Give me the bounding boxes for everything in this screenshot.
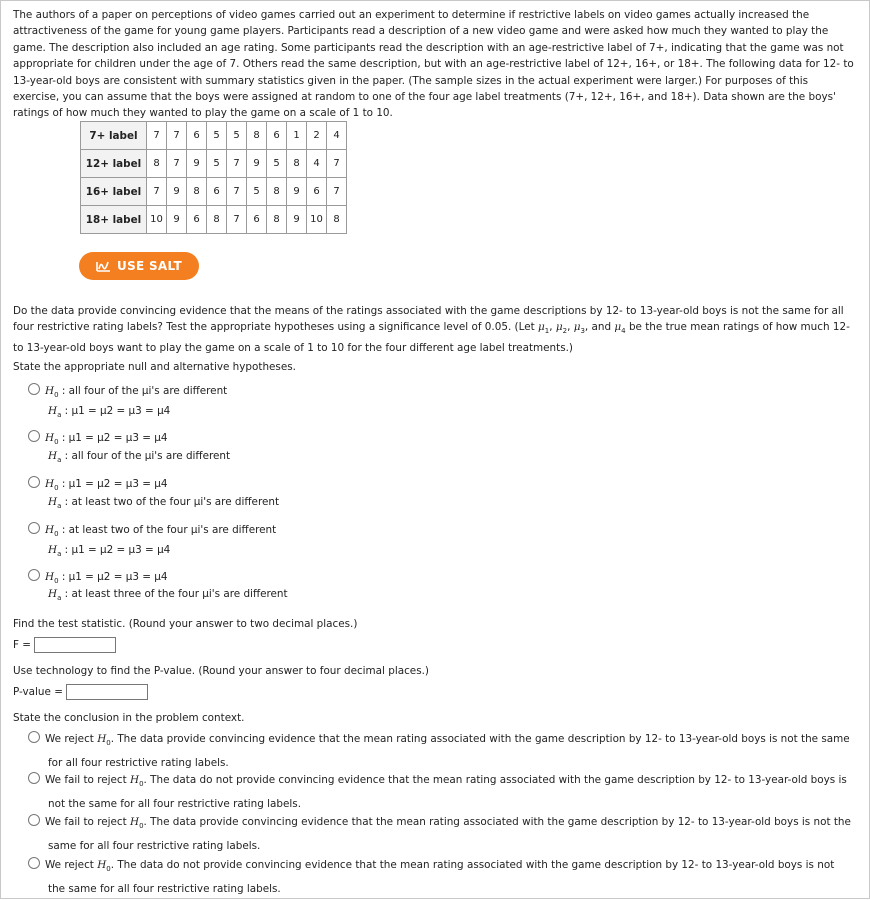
table-cell: 6 xyxy=(307,178,327,206)
table-cell: 2 xyxy=(307,122,327,150)
ratings-table xyxy=(80,121,347,234)
table-cell: 5 xyxy=(227,122,247,150)
table-cell: 9 xyxy=(247,150,267,178)
hypothesis-option-3[interactable]: $H_0$ : μ1 = μ2 = μ3 = μ4 xyxy=(28,476,167,492)
table-cell: 6 xyxy=(187,122,207,150)
hypothesis-option-3-ha: $H_a$ : at least two of the four μi's are different xyxy=(48,496,280,511)
table-row xyxy=(81,178,347,206)
table-row xyxy=(81,150,347,178)
table-cell: 9 xyxy=(167,206,187,234)
conclusion-option-4[interactable]: We reject $H_0$. The data do not provide convincing evidence that the mean rating associated with the game description by 12- to 13-year-old boys is not the same for all four restrictive rating labels. xyxy=(28,855,858,900)
row-label: 16+ label xyxy=(81,178,147,206)
hypothesis-option-4-ha: $H_a$ : μ1 = μ2 = μ3 = μ4 xyxy=(48,544,171,559)
table-cell: 4 xyxy=(307,150,327,178)
hypothesis-option-5-ha: $H_a$ : at least three of the four μi's are different xyxy=(48,588,288,603)
radio-button[interactable] xyxy=(28,772,40,784)
table-cell: 9 xyxy=(287,206,307,234)
table-cell: 9 xyxy=(187,150,207,178)
table-cell: 7 xyxy=(227,150,247,178)
radio-button[interactable] xyxy=(28,430,40,442)
conclusion-prompt: State the conclusion in the problem context. xyxy=(13,712,245,724)
table-cell: 5 xyxy=(207,150,227,178)
problem-intro: The authors of a paper on perceptions of video games carried out an experiment to determine if restrictive labels on video games actually increased the attractiveness of the game for young game players. Participants read a description of a new video game and were asked how much they wanted to play the game. The description also included an age rating. Some participants read the description with an age-restrictive label of 7+, indicating that the game was not appropriate for children under the age of 7. Others read the same description, but with an age-restrictive label of 12+, 16+, or 18+. The following data for 12- to 13-year-old boys are consistent with summary statistics given in the paper. (The sample sizes in the actual experiment were larger.) For purposes of this exercise, you can assume that the boys were assigned at random to one of the four age label treatments (7+, 12+, 16+, and 18+). Data shown are the boys' ratings of how much they wanted to play the game on a scale of 1 to 10. xyxy=(13,9,854,120)
row-label: 12+ label xyxy=(81,150,147,178)
hypotheses-prompt: State the appropriate null and alternative hypotheses. xyxy=(13,361,296,373)
table-cell: 4 xyxy=(327,122,347,150)
table-cell: 7 xyxy=(147,178,167,206)
table-cell: 7 xyxy=(227,178,247,206)
table-cell: 10 xyxy=(307,206,327,234)
radio-button[interactable] xyxy=(28,569,40,581)
conclusion-option-1[interactable]: We reject $H_0$. The data provide convincing evidence that the mean rating associated with the game description by 12- to 13-year-old boys is not the same for all four restrictive rating labels. xyxy=(28,729,858,774)
f-label: F = xyxy=(13,639,31,651)
table-cell: 1 xyxy=(287,122,307,150)
table-cell: 5 xyxy=(247,178,267,206)
table-cell: 8 xyxy=(147,150,167,178)
conclusion-option-2[interactable]: We fail to reject $H_0$. The data do not provide convincing evidence that the mean rating associated with the game description by 12- to 13-year-old boys is not the same for all four restrictive rating labels. xyxy=(28,770,858,815)
table-cell: 6 xyxy=(247,206,267,234)
table-cell: 10 xyxy=(147,206,167,234)
table-cell: 6 xyxy=(207,178,227,206)
table-cell: 7 xyxy=(227,206,247,234)
find-statistic-prompt: Find the test statistic. (Round your answer to two decimal places.) xyxy=(13,618,358,630)
radio-button[interactable] xyxy=(28,731,40,743)
table-cell: 7 xyxy=(327,150,347,178)
table-cell: 6 xyxy=(267,122,287,150)
table-cell: 8 xyxy=(207,206,227,234)
pvalue-row xyxy=(13,684,148,700)
hypothesis-option-2[interactable]: $H_0$ : μ1 = μ2 = μ3 = μ4 xyxy=(28,430,167,446)
pvalue-label: P-value = xyxy=(13,686,63,698)
pvalue-input[interactable] xyxy=(66,684,148,700)
table-cell: 8 xyxy=(327,206,347,234)
hypothesis-option-2-ha: $H_a$ : all four of the μi's are different xyxy=(48,450,231,465)
f-statistic-input[interactable] xyxy=(34,637,116,653)
table-cell: 8 xyxy=(267,206,287,234)
use-salt-label: USE SALT xyxy=(117,259,182,273)
table-cell: 6 xyxy=(187,206,207,234)
question-text: Do the data provide convincing evidence that the means of the ratings associated with the game descriptions by 12- to 13-year-old boys is not the same for all four restrictive rating labels? Test the appropriate hypotheses using a significance level of 0.05. (Let $\mu_1$, $\mu_2$, $\mu_3$, and $\mu_4$ be the true mean ratings of how much 12- to 13-year-old boys want to play the game on a scale of 1 to 10 for the four different age label treatments.) xyxy=(13,305,850,354)
table-cell: 7 xyxy=(167,122,187,150)
table-row xyxy=(81,122,347,150)
hypothesis-option-1-ha: $H_a$ : μ1 = μ2 = μ3 = μ4 xyxy=(48,405,171,420)
table-cell: 7 xyxy=(327,178,347,206)
radio-button[interactable] xyxy=(28,857,40,869)
table-row xyxy=(81,206,347,234)
salt-icon xyxy=(96,259,111,273)
table-cell: 7 xyxy=(147,122,167,150)
pvalue-prompt: Use technology to find the P-value. (Round your answer to four decimal places.) xyxy=(13,665,429,677)
f-statistic-row xyxy=(13,637,116,653)
table-cell: 9 xyxy=(287,178,307,206)
row-label: 18+ label xyxy=(81,206,147,234)
radio-button[interactable] xyxy=(28,522,40,534)
use-salt-button[interactable] xyxy=(79,252,199,280)
hypothesis-option-5[interactable]: $H_0$ : μ1 = μ2 = μ3 = μ4 xyxy=(28,569,167,585)
table-cell: 9 xyxy=(167,178,187,206)
table-cell: 7 xyxy=(167,150,187,178)
table-cell: 5 xyxy=(267,150,287,178)
conclusion-option-3[interactable]: We fail to reject $H_0$. The data provide convincing evidence that the mean rating associated with the game description by 12- to 13-year-old boys is not the same for all four restrictive rating labels. xyxy=(28,812,858,857)
row-label: 7+ label xyxy=(81,122,147,150)
radio-button[interactable] xyxy=(28,814,40,826)
hypothesis-option-4[interactable]: $H_0$ : at least two of the four μi's are different xyxy=(28,522,276,538)
table-cell: 8 xyxy=(287,150,307,178)
radio-button[interactable] xyxy=(28,476,40,488)
radio-button[interactable] xyxy=(28,383,40,395)
table-cell: 8 xyxy=(267,178,287,206)
table-cell: 5 xyxy=(207,122,227,150)
table-cell: 8 xyxy=(187,178,207,206)
table-cell: 8 xyxy=(247,122,267,150)
hypothesis-option-1[interactable]: $H_0$ : all four of the μi's are different xyxy=(28,383,227,399)
